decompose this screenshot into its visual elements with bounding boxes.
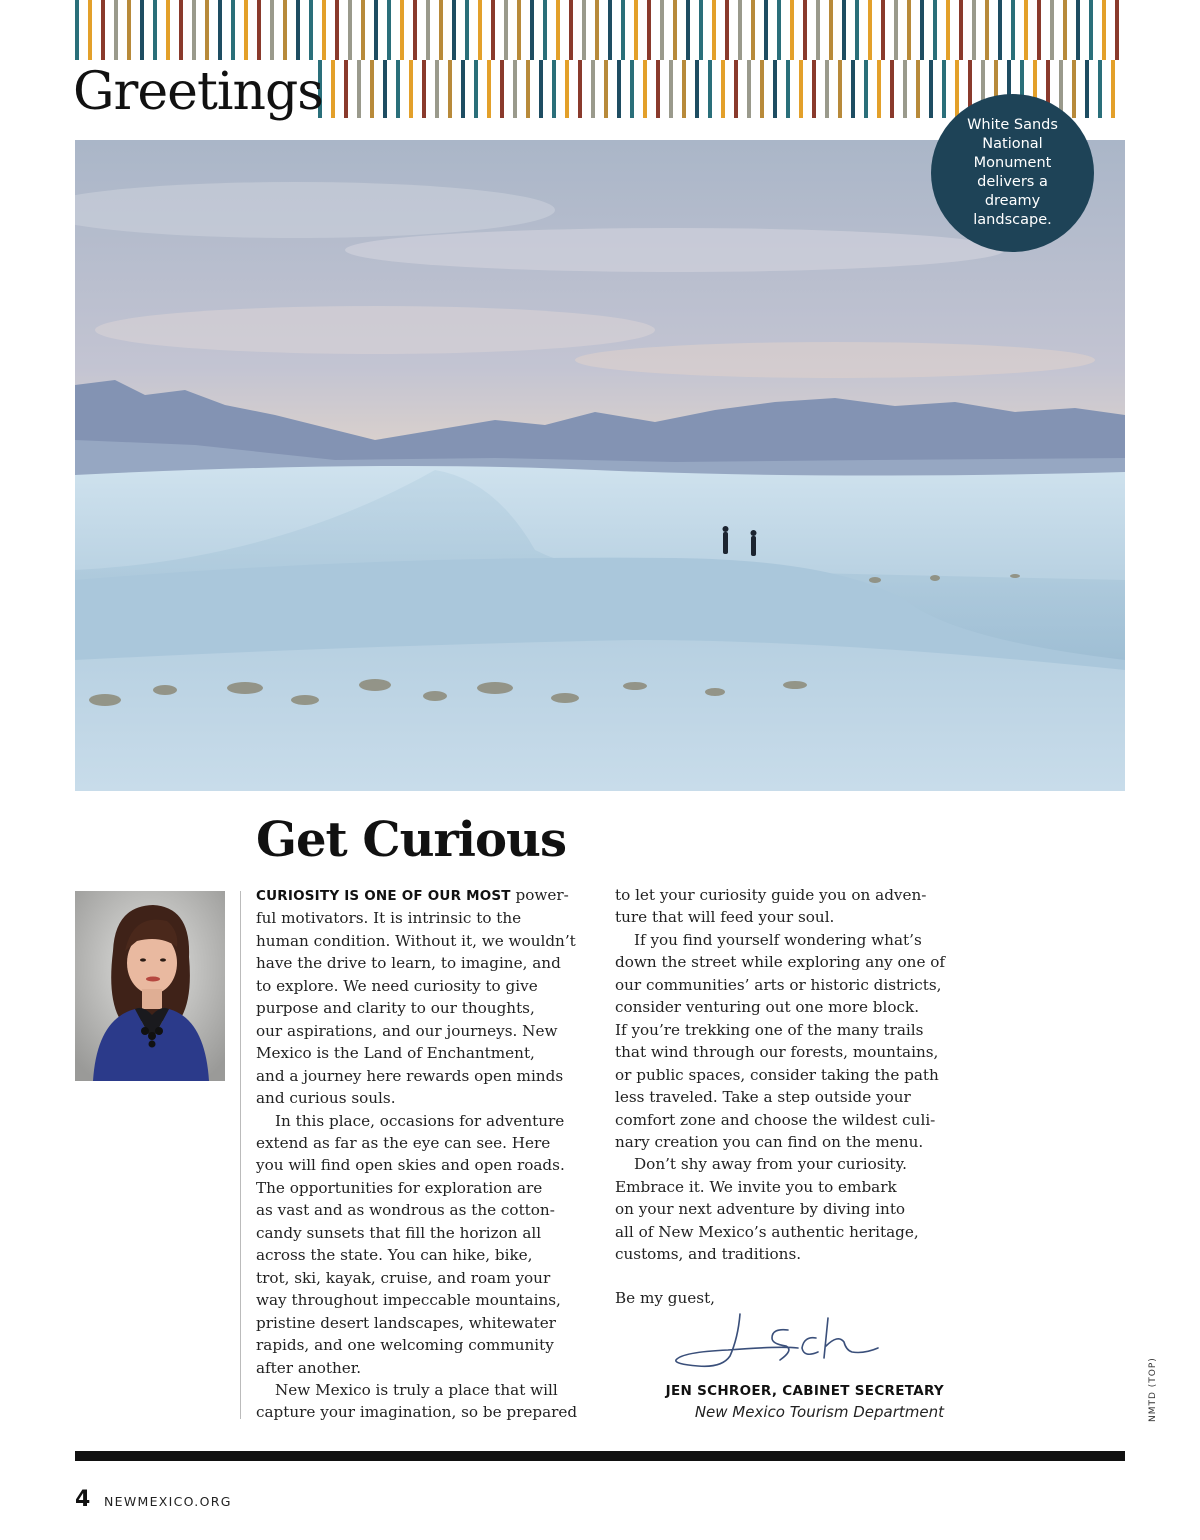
- stripe: [500, 60, 504, 118]
- stripe: [1072, 60, 1076, 118]
- stripe: [591, 60, 595, 118]
- stripe: [578, 60, 582, 118]
- stripe: [595, 0, 599, 60]
- stripe: [1063, 0, 1067, 60]
- stripe: [422, 60, 426, 118]
- stripe: [721, 60, 725, 118]
- text-line: as vast and as wondrous as the cotton-: [256, 1201, 555, 1220]
- stripe: [478, 0, 482, 60]
- stripe: [1076, 0, 1080, 60]
- stripe: [530, 0, 534, 60]
- stripe: [569, 0, 573, 60]
- stripe: [1024, 0, 1028, 60]
- stripe: [1102, 0, 1106, 60]
- author-portrait: [75, 891, 225, 1081]
- text-line: extend as far as the eye can see. Here: [256, 1133, 551, 1152]
- stripe: [474, 60, 478, 118]
- stripe: [669, 60, 673, 118]
- stripe: [903, 60, 907, 118]
- stripe: [1085, 60, 1089, 118]
- stripe: [192, 0, 196, 60]
- stripe: [959, 0, 963, 60]
- stripe: [179, 0, 183, 60]
- stripe: [452, 0, 456, 60]
- text-line: If you find yourself wondering what’s: [634, 930, 922, 949]
- paragraph-2: [256, 1110, 596, 1379]
- stripe: [335, 0, 339, 60]
- stripe: [127, 0, 131, 60]
- stripe: [643, 60, 647, 118]
- stripe: [946, 0, 950, 60]
- text-line: Don’t shy away from your curiosity.: [634, 1155, 907, 1174]
- text-line: down the street while exploring any one of: [615, 953, 946, 972]
- stripe: [409, 60, 413, 118]
- text-line: nary creation you can find on the menu.: [615, 1132, 924, 1151]
- stripe: [1037, 0, 1041, 60]
- stripe: [166, 0, 170, 60]
- stripe: [396, 60, 400, 118]
- stripe: [734, 60, 738, 118]
- stripe: [955, 60, 959, 118]
- stripe: [773, 60, 777, 118]
- stripe: [1098, 60, 1102, 118]
- stripe: [630, 60, 634, 118]
- text-line: or public spaces, consider taking the path: [615, 1065, 939, 1084]
- stripe: [283, 0, 287, 60]
- stripe: [842, 0, 846, 60]
- stripe: [929, 60, 933, 118]
- stripe: [322, 0, 326, 60]
- stripe: [682, 60, 686, 118]
- stripe: [660, 0, 664, 60]
- text-line: If you’re trekking one of the many trails: [615, 1020, 924, 1039]
- stripe: [153, 0, 157, 60]
- text-line: capture your imagination, so be prepared: [256, 1403, 578, 1422]
- stripe: [868, 0, 872, 60]
- stripe: [825, 60, 829, 118]
- stripe: [695, 60, 699, 118]
- text-line: less traveled. Take a step outside your: [615, 1088, 911, 1107]
- paragraph-3: [256, 1379, 596, 1424]
- text-line: consider venturing out one more block.: [615, 998, 920, 1017]
- website-link[interactable]: NEWMEXICO.ORG: [104, 1494, 232, 1509]
- stripe: [738, 0, 742, 60]
- stripe: [829, 0, 833, 60]
- signatory-department: New Mexico Tourism Department: [694, 1403, 944, 1421]
- stripe: [487, 60, 491, 118]
- text-line: ful motivators. It is intrinsic to the: [256, 909, 522, 928]
- stripe: [673, 0, 677, 60]
- stripe: [413, 0, 417, 60]
- stripe: [101, 0, 105, 60]
- stripe: [439, 0, 443, 60]
- stripe: [448, 60, 452, 118]
- paragraph-4: [615, 884, 955, 929]
- text-line: and curious souls.: [256, 1089, 396, 1108]
- stripe: [88, 0, 92, 60]
- stripe: [855, 0, 859, 60]
- stripe: [972, 0, 976, 60]
- stripe: [504, 0, 508, 60]
- text-line: human condition. Without it, we wouldn’t: [256, 931, 576, 950]
- text-line: you will find open skies and open roads.: [256, 1156, 565, 1175]
- stripe: [556, 0, 560, 60]
- text-line: on your next adventure by diving into: [615, 1200, 906, 1219]
- stripe: [348, 0, 352, 60]
- section-title: Greetings: [73, 62, 323, 122]
- text-line: ture that will feed your soul.: [615, 908, 835, 927]
- text-line: comfort zone and choose the wildest culi-: [615, 1110, 936, 1129]
- stripe: [608, 0, 612, 60]
- stripe: [114, 0, 118, 60]
- article-title: Get Curious: [256, 812, 566, 868]
- stripe: [916, 60, 920, 118]
- paragraph-5: [615, 929, 955, 1154]
- text-line: have the drive to learn, to imagine, and: [256, 954, 561, 973]
- text-line: across the state. You can hike, bike,: [256, 1246, 533, 1265]
- stripe: [803, 0, 807, 60]
- stripe: [890, 60, 894, 118]
- stripe: [838, 60, 842, 118]
- stripe: [760, 60, 764, 118]
- stripe: [296, 0, 300, 60]
- stripe: [907, 0, 911, 60]
- stripe: [777, 0, 781, 60]
- stripe: [465, 0, 469, 60]
- stripe: [374, 0, 378, 60]
- stripe: [747, 60, 751, 118]
- text-line: all of New Mexico’s authentic heritage,: [615, 1222, 919, 1241]
- stripe: [344, 60, 348, 118]
- stripe: [1115, 0, 1119, 60]
- article-column-1: [256, 884, 596, 1424]
- stripe: [331, 60, 335, 118]
- stripe: [712, 0, 716, 60]
- stripe: [461, 60, 465, 118]
- stripe: [1050, 0, 1054, 60]
- stripe: [513, 60, 517, 118]
- decorative-stripes-top: [75, 0, 1128, 60]
- signatory-name: JEN SCHROER, CABINET SECRETARY: [665, 1383, 944, 1399]
- text-line: In this place, occasions for adventure: [275, 1111, 565, 1130]
- stripe: [656, 60, 660, 118]
- stripe: [647, 0, 651, 60]
- stripe: [370, 60, 374, 118]
- stripe: [218, 0, 222, 60]
- column-rule: [240, 891, 241, 1419]
- stripe: [1089, 0, 1093, 60]
- stripe: [998, 0, 1002, 60]
- stripe: [435, 60, 439, 118]
- stripe: [244, 0, 248, 60]
- page-number: 4: [75, 1487, 91, 1512]
- stripe: [517, 0, 521, 60]
- stripe: [526, 60, 530, 118]
- stripe: [617, 60, 621, 118]
- stripe: [686, 0, 690, 60]
- article-column-2: [615, 884, 955, 1266]
- stripe: [816, 0, 820, 60]
- text-line: rapids, and one welcoming community: [256, 1336, 554, 1355]
- stripe: [426, 0, 430, 60]
- text-line: our communities’ arts or historic districts,: [615, 975, 942, 994]
- text-line: that wind through our forests, mountains,: [615, 1043, 939, 1062]
- text-line: to explore. We need curiosity to give: [256, 976, 538, 995]
- paragraph-1: [256, 884, 596, 1110]
- stripe: [985, 0, 989, 60]
- photo-credit: NMTD (TOP): [1148, 1357, 1158, 1422]
- text-line: after another.: [256, 1358, 362, 1377]
- stripe: [400, 0, 404, 60]
- photo-caption-badge: White Sands National Monument delivers a dreamy landscape.: [931, 94, 1094, 252]
- stripe: [621, 0, 625, 60]
- closing-line: Be my guest,: [615, 1289, 716, 1307]
- author-photo: [75, 891, 225, 1081]
- paragraph-6: [615, 1153, 955, 1265]
- text-line: New Mexico is truly a place that will: [275, 1380, 558, 1399]
- stripe: [786, 60, 790, 118]
- text-line: our aspirations, and our journeys. New: [256, 1021, 558, 1040]
- stripe: [864, 60, 868, 118]
- stripe: [920, 0, 924, 60]
- text-line: way throughout impeccable mountains,: [256, 1291, 561, 1310]
- stripe: [851, 60, 855, 118]
- stripe: [1111, 60, 1115, 118]
- stripe: [634, 0, 638, 60]
- stripe: [140, 0, 144, 60]
- stripe: [270, 0, 274, 60]
- text-line: The opportunities for exploration are: [256, 1178, 543, 1197]
- stripe: [383, 60, 387, 118]
- stripe: [942, 60, 946, 118]
- stripe: [361, 0, 365, 60]
- stripe: [894, 0, 898, 60]
- stripe: [491, 0, 495, 60]
- stripe: [387, 0, 391, 60]
- stripe: [708, 60, 712, 118]
- text-line: power-: [510, 886, 569, 904]
- stripe: [790, 0, 794, 60]
- stripe: [257, 0, 261, 60]
- text-line: Mexico is the Land of Enchantment,: [256, 1044, 535, 1063]
- stripe: [764, 0, 768, 60]
- stripe: [565, 60, 569, 118]
- text-line: to let your curiosity guide you on adven-: [615, 886, 927, 904]
- text-line: candy sunsets that fill the horizon all: [256, 1223, 542, 1242]
- stripe: [1011, 0, 1015, 60]
- stripe: [877, 60, 881, 118]
- stripe: [799, 60, 803, 118]
- stripe: [543, 0, 547, 60]
- stripe: [539, 60, 543, 118]
- stripe: [205, 0, 209, 60]
- stripe: [933, 0, 937, 60]
- handwritten-signature: [668, 1308, 888, 1378]
- text-line: Embrace it. We invite you to embark: [615, 1177, 897, 1196]
- text-line: trot, ski, kayak, cruise, and roam your: [256, 1268, 551, 1287]
- stripe: [552, 60, 556, 118]
- stripe: [699, 0, 703, 60]
- text-line: and a journey here rewards open minds: [256, 1066, 564, 1085]
- stripe: [231, 0, 235, 60]
- stripe: [751, 0, 755, 60]
- stripe: [75, 0, 79, 60]
- footer-rule: [75, 1451, 1125, 1461]
- text-line: purpose and clarity to our thoughts,: [256, 999, 535, 1018]
- stripe: [881, 0, 885, 60]
- stripe: [582, 0, 586, 60]
- stripe: [812, 60, 816, 118]
- stripe: [357, 60, 361, 118]
- stripe: [725, 0, 729, 60]
- stripe: [604, 60, 608, 118]
- lead-in: CURIOSITY IS ONE OF OUR MOST: [256, 888, 511, 904]
- stripe: [309, 0, 313, 60]
- text-line: pristine desert landscapes, whitewater: [256, 1313, 556, 1332]
- text-line: customs, and traditions.: [615, 1245, 802, 1264]
